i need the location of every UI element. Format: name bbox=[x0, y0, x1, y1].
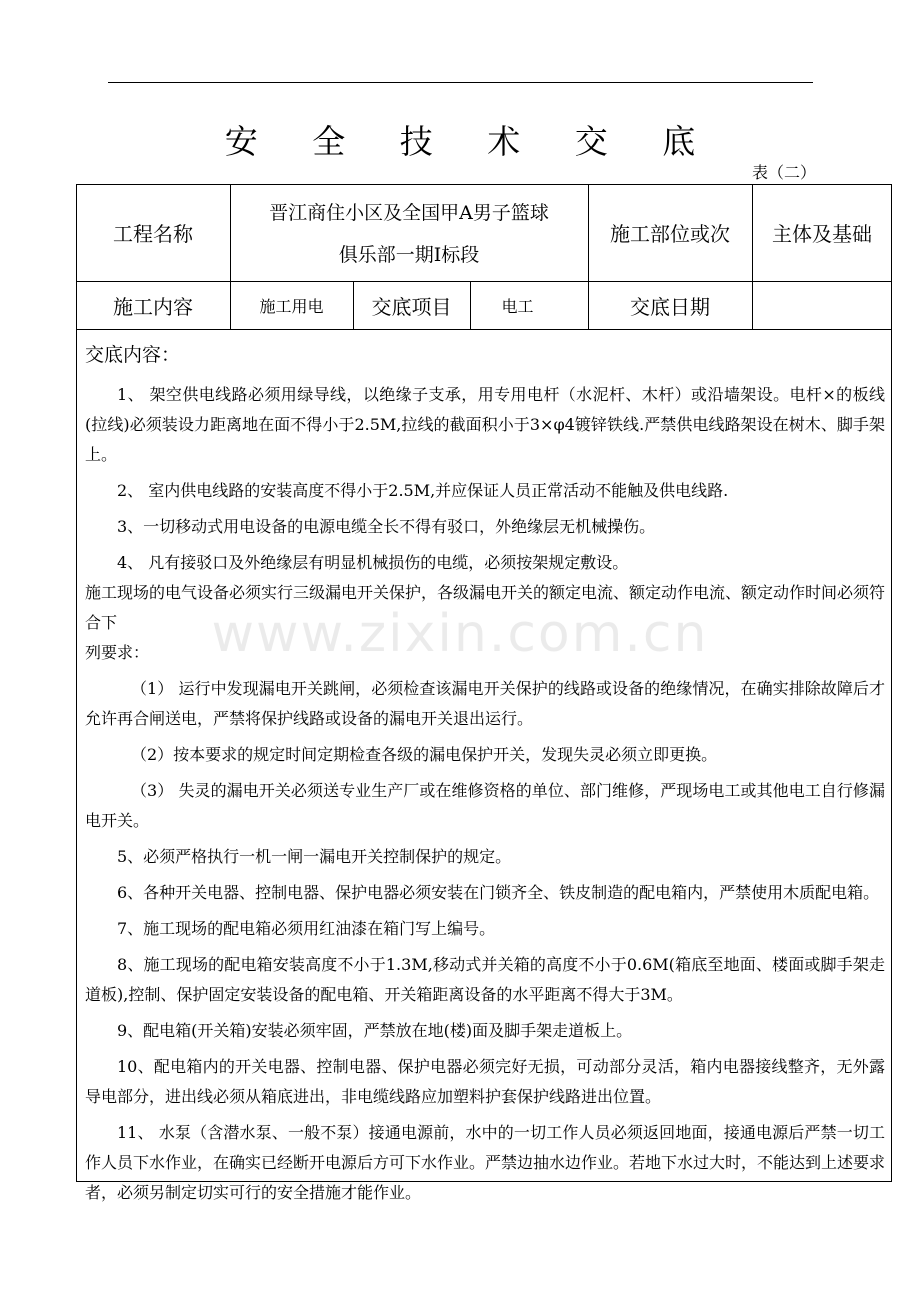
top-rule bbox=[108, 82, 813, 83]
location-value: 主体及基础 bbox=[772, 222, 872, 246]
content-value: 施工用电 bbox=[259, 296, 324, 316]
item-1: 1、 架空供电线路必须用绿导线，以绝缘子支承，用专用电杆（水泥杆、木杆）或沿墙架设。电杆×的板线(拉线)必须装设力距离地在面不得小于2.5M,拉线的截面积小于3×φ4镀锌铁线.严禁供电线路架设在树木、脚手架上。 bbox=[85, 385, 885, 464]
item-9: 7、施工现场的配电箱必须用红油漆在箱门写上编号。 bbox=[117, 919, 496, 938]
date-label: 交底日期 bbox=[630, 294, 710, 319]
item-11: 9、配电箱(开关箱)安装必须牢固，严禁放在地(楼)面及脚手架走道板上。 bbox=[117, 1021, 633, 1040]
watermark: www.zixin.com.cn bbox=[211, 604, 709, 664]
project-name-line1: 晋江商住小区及全国甲A男子篮球 bbox=[269, 201, 549, 224]
item-2: 2、 室内供电线路的安装高度不得小于2.5M,并应保证人员正常活动不能触及供电线路. bbox=[117, 481, 729, 500]
row-divider-2 bbox=[76, 329, 892, 330]
item-6: 列要求： bbox=[85, 643, 150, 662]
content-label: 施工内容 bbox=[113, 294, 193, 319]
item-13: 11、 水泵（含潜水泵、一般不泵）接通电源前，水中的一切工作人员必须返回地面，接通电源后严禁一切工作人员下水作业，在确实已经断开电源后方可下水作业。严禁边抽水边作业。若地下水过大时，不能达到上述要求者，必须另制定切实可行的安全措施才能作业。 bbox=[85, 1123, 886, 1202]
sub-item-1: （1） 运行中发现漏电开关跳闸，必须检查该漏电开关保护的线路或设备的绝缘情况，在确实排除故障后才允许再合闸送电，严禁将保护线路或设备的漏电开关退出运行。 bbox=[85, 679, 885, 728]
item-10: 8、施工现场的配电箱安装高度不小于1.3M,移动式并关箱的高度不小于0.6M(箱底至地面、楼面或脚手架走道板),控制、保护固定安装设备的配电箱、开关箱距离设备的水平距离不得大于3M。 bbox=[85, 955, 885, 1004]
project-name-value bbox=[230, 186, 588, 281]
item-5: 施工现场的电气设备必须实行三级漏电开关保护，各级漏电开关的额定电流、额定动作电流、额定动作时间必须符合下 bbox=[85, 583, 886, 632]
sub-item-3: （3） 失灵的漏电开关必须送专业生产厂或在维修资格的单位、部门维修，严现场电工或其他电工自行修漏电开关。 bbox=[85, 781, 885, 830]
project-name-label: 工程名称 bbox=[113, 222, 193, 246]
item-7: 5、必须严格执行一机一闸一漏电开关控制保护的规定。 bbox=[117, 847, 512, 866]
item-value: 电工 bbox=[501, 296, 534, 316]
item-4: 4、 凡有接驳口及外绝缘层有明显机械损伤的电缆，必须按架规定敷设。 bbox=[117, 553, 629, 572]
project-name-line2: 俱乐部一期Ⅰ标段 bbox=[338, 243, 480, 266]
content-heading: 交底内容： bbox=[85, 344, 181, 366]
item-label: 交底项目 bbox=[371, 294, 452, 319]
item-8: 6、各种开关电器、控制电器、保护电器必须安装在门锁齐全、铁皮制造的配电箱内，严禁使用木质配电箱。 bbox=[117, 883, 880, 902]
location-label: 施工部位或次 bbox=[610, 222, 730, 246]
date-value bbox=[752, 281, 892, 329]
document-title: 安 全 技 术 交 底 bbox=[224, 122, 718, 161]
sub-item-2: （2）按本要求的规定时间定期检查各级的漏电保护开关，发现失灵必须立即更换。 bbox=[131, 745, 718, 764]
briefing-content bbox=[85, 340, 885, 1208]
table-number: 表（二） bbox=[752, 163, 817, 182]
item-12: 10、配电箱内的开关电器、控制电器、保护电器必须完好无损，可动部分灵活，箱内电器接线整齐，无外露导电部分，进出线必须从箱底进出，非电缆线路应加塑料护套保护线路进出位置。 bbox=[85, 1057, 885, 1106]
item-3: 3、一切移动式用电设备的电源电缆全长不得有驳口，外绝缘层无机械操伤。 bbox=[117, 517, 656, 536]
